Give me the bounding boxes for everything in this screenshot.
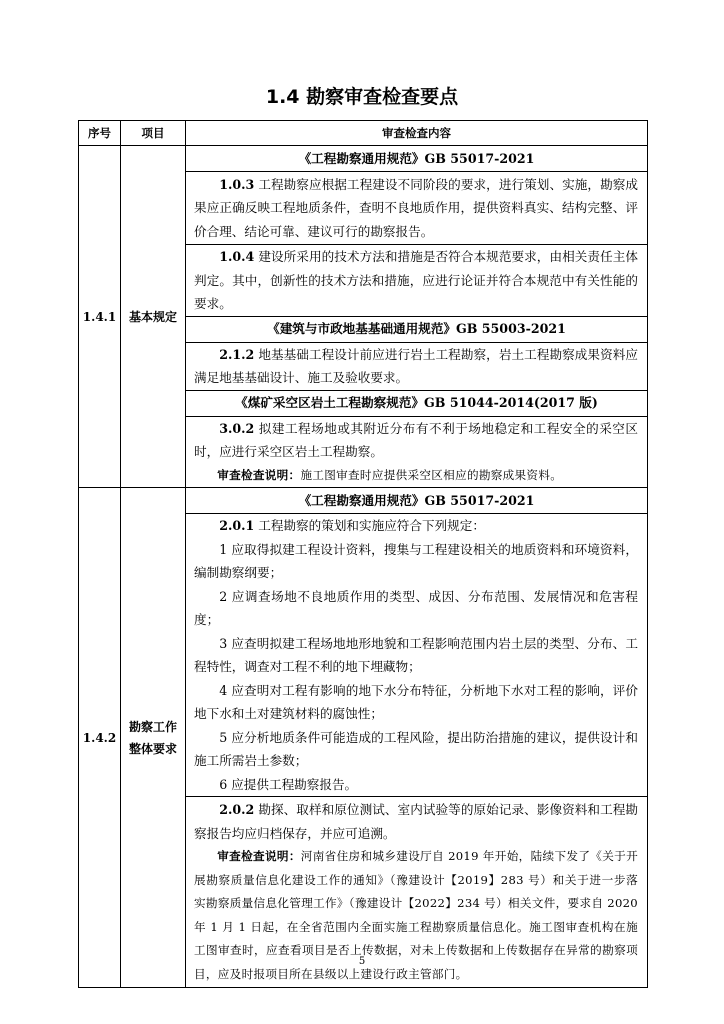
standard-title: 《煤矿采空区岩土工程勘察规范》GB 51044-2014(2017 版) bbox=[186, 390, 648, 416]
clause-number: 2.1.2 bbox=[219, 346, 255, 362]
standard-title: 《工程勘察通用规范》GB 55017-2021 bbox=[186, 146, 648, 172]
review-table bbox=[78, 120, 648, 988]
page-number: 5 bbox=[358, 956, 366, 967]
list-item: 1 应取得拟建工程设计资料，搜集与工程建设相关的地质资料和环境资料，编制勘察纲要； bbox=[194, 541, 638, 580]
clause-number: 2.0.1 bbox=[219, 518, 255, 533]
header-seq: 序号 bbox=[79, 121, 121, 146]
list-item: 3 应查明拟建工程场地地形地貌和工程影响范围内岩土层的类型、分布、工程特性，调查对工程不利的地下埋藏物； bbox=[194, 635, 638, 674]
list-item: 5 应分析地质条件可能造成的工程风险，提出防治措施的建议，提供设计和施工所需岩土参数； bbox=[194, 729, 638, 768]
section-seq: 1.4.1 bbox=[79, 146, 121, 488]
clause-text: 拟建工程场地或其附近分布有不利于场地稳定和工程安全的采空区时，应进行采空区岩土工程勘察。 bbox=[194, 420, 638, 459]
header-content: 审查检查内容 bbox=[186, 121, 648, 146]
standard-title: 《建筑与市政地基基础通用规范》GB 55003-2021 bbox=[186, 316, 648, 342]
clause-text: 工程勘察的策划和实施应符合下列规定： bbox=[254, 518, 485, 533]
clause-text: 建设所采用的技术方法和措施是否符合本规范要求，由相关责任主体判定。其中，创新性的技术方法和措施，应进行论证并符合本规范中有关性能的要求。 bbox=[194, 249, 638, 311]
clause-number: 1.0.3 bbox=[219, 176, 255, 192]
clause bbox=[186, 245, 648, 317]
clause-number: 3.0.2 bbox=[219, 420, 255, 436]
clause bbox=[186, 514, 648, 797]
section-item bbox=[121, 488, 186, 988]
note-label: 审查检查说明： bbox=[217, 467, 301, 482]
clause bbox=[186, 172, 648, 245]
note-text: 施工图审查时应提供采空区相应的勘察成果资料。 bbox=[300, 467, 563, 482]
list-item: 6 应提供工程勘察报告。 bbox=[219, 776, 358, 792]
list-item: 4 应查明对工程有影响的地下水分布特征，分析地下水对工程的影响，评价地下水和土对建筑材料的腐蚀性； bbox=[194, 682, 638, 721]
note-text: 河南省住房和城乡建设厅自 2019 年开始，陆续下发了《关于开展勘察质量信息化建设工作的通知》（豫建设计【2019】283 号）和关于进一步落实勘察质量信息化管理工作》（豫建设计【2022】234 号）相关文件，要求自 2020 年 1 月 1 日起，在全省范围内全面实施工程勘察质量信息化。施工图审查机构在施工图审查时，应查看项目是否上传数据，对未上传数据和上传数据存在异常的勘察项目，应及时报项目所在县级以上建设行政主管部门。 bbox=[194, 849, 638, 981]
review-note bbox=[194, 464, 638, 488]
header-item: 项目 bbox=[121, 121, 186, 146]
note-label: 审查检查说明： bbox=[217, 849, 301, 863]
table-header-row bbox=[79, 121, 648, 146]
table-row bbox=[79, 488, 648, 514]
list-item: 2 应调查场地不良地质作用的类型、成因、分布范围、发展情况和危害程度； bbox=[194, 588, 638, 627]
item-line: 整体要求 bbox=[128, 741, 177, 756]
page-title: 1.4 勘察审查检查要点 bbox=[265, 86, 459, 108]
clause bbox=[186, 416, 648, 488]
clause-number: 1.0.4 bbox=[219, 249, 255, 264]
item-line: 勘察工作 bbox=[128, 719, 177, 734]
table-row bbox=[79, 146, 648, 172]
clause-text: 勘探、取样和原位测试、室内试验等的原始记录、影像资料和工程勘察报告均应归档保存，并应可追溯。 bbox=[194, 802, 638, 841]
clause bbox=[186, 342, 648, 390]
clause-number: 2.0.2 bbox=[219, 802, 255, 817]
clause-text: 工程勘察应根据工程建设不同阶段的要求，进行策划、实施，勘察成果应正确反映工程地质条件，查明不良地质作用，提供资料真实、结构完整、评价合理、结论可靠、建议可行的勘察报告。 bbox=[194, 176, 638, 239]
section-item: 基本规定 bbox=[121, 146, 186, 488]
section-seq: 1.4.2 bbox=[79, 488, 121, 988]
standard-title: 《工程勘察通用规范》GB 55017-2021 bbox=[186, 488, 648, 514]
clause-text: 地基基础工程设计前应进行岩土工程勘察，岩土工程勘察成果资料应满足地基基础设计、施工及验收要求。 bbox=[194, 346, 638, 385]
